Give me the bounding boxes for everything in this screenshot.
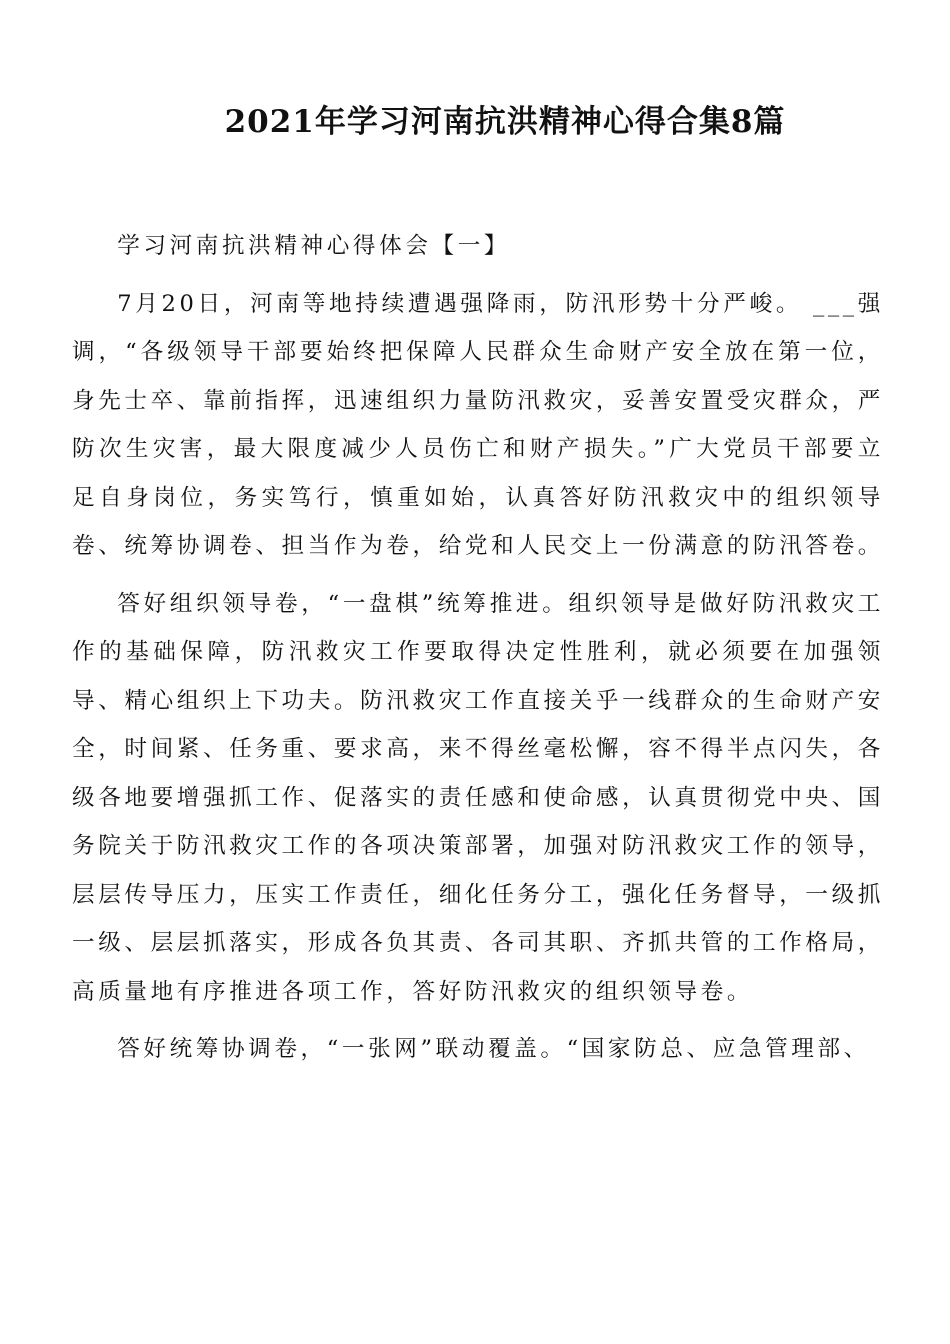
paragraph-2: 答好组织领导卷，“一盘棋”统筹推进。组织领导是做好防汛救灾工作的基础保障，防汛救灾工作要取得决定性胜利，就必须要在加强领导、精心组织上下功夫。防汛救灾工作直接关乎一线群众的生命财产安全，时间紧、任务重、要求高，来不得丝毫松懈，容不得半点闪失，各级各地要增强抓工作、促落实的责任感和使命感，认真贯彻党中央、国务院关于防汛救灾工作的各项决策部署，加强对防汛救灾工作的领导，层层传导压力，压实工作责任，细化任务分工，强化任务督导，一级抓一级、层层抓落实，形成各负其责、各司其职、齐抓共管的工作格局，高质量地有序推进各项工作，答好防汛救灾的组织领导卷。 [72,590,885,1005]
paragraph-1: 7月20日，河南等地持续遭遇强降雨，防汛形势十分严峻。 ___强调，“各级领导干部要始终把保障人民群众生命财产安全放在第一位，身先士卒、靠前指挥，迅速组织力量防汛救灾，妥善安置受灾群众，严防次生灾害，最大限度减少人员伤亡和财产损失。”广大党员干部要立足自身岗位，务实笃行，慎重如始，认真答好防汛救灾中的组织领导卷、统筹协调卷、担当作为卷，给党和人民交上一份满意的防汛答卷。 [72,290,885,559]
section-heading: 学习河南抗洪精神心得体会【一】 [117,233,511,259]
document-body [72,222,884,1083]
paragraph-3: 答好统筹协调卷，“一张网”联动覆盖。“国家防总、应急管理部、 [117,1036,870,1062]
document-title: 2021年学习河南抗洪精神心得合集8篇 [224,104,786,140]
